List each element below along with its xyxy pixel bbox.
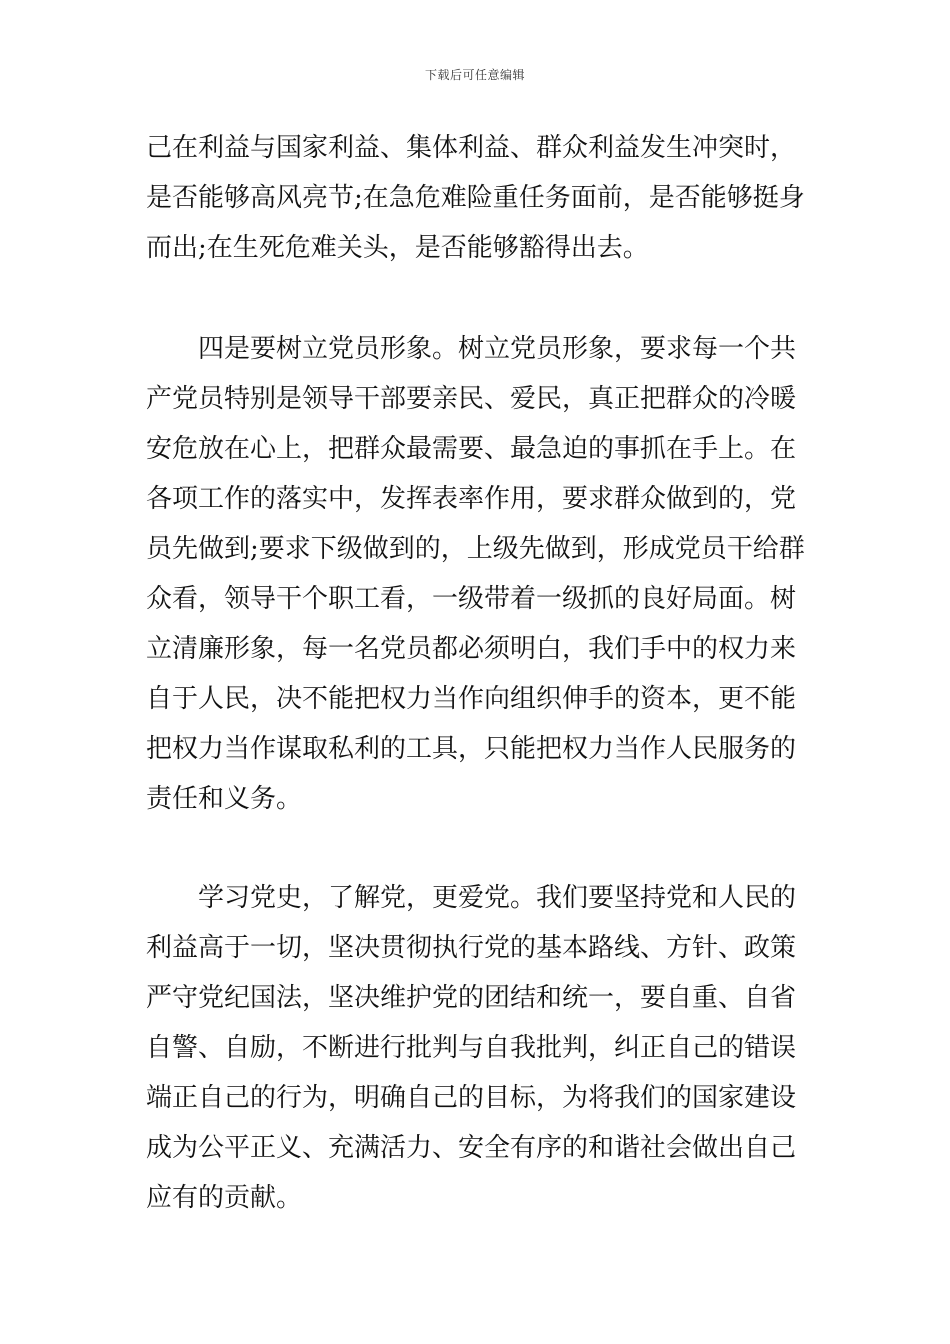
text-line: 把权力当作谋取私利的工具，只能把权力当作人民服务的 bbox=[146, 734, 797, 764]
text-line: 立清廉形象，每一名党员都必须明白，我们手中的权力来 bbox=[146, 634, 797, 664]
text-line: 成为公平正义、充满活力、安全有序的和谐社会做出自己 bbox=[146, 1133, 797, 1163]
text-line: 己在利益与国家利益、集体利益、群众利益发生冲突时， bbox=[146, 133, 797, 163]
text-line: 四是要树立党员形象。树立党员形象，要求每一个共 bbox=[146, 334, 797, 364]
text-line: 安危放在心上，把群众最需要、最急迫的事抓在手上。在 bbox=[146, 434, 797, 464]
text-line: 产党员特别是领导干部要亲民、爱民，真正把群众的冷暖 bbox=[146, 384, 797, 414]
text-line: 员先做到;要求下级做到的，上级先做到，形成党员干给群 bbox=[146, 534, 805, 564]
text-line: 严守党纪国法，坚决维护党的团结和统一，要自重、自省 bbox=[146, 983, 797, 1013]
text-line: 端正自己的行为，明确自己的目标，为将我们的国家建设 bbox=[146, 1083, 797, 1113]
text-line: 众看，领导干个职工看，一级带着一级抓的良好局面。树 bbox=[146, 584, 797, 614]
text-line: 而出;在生死危难关头，是否能够豁得出去。 bbox=[146, 233, 649, 263]
page-header: 下载后可任意编辑 bbox=[424, 68, 525, 82]
text-line: 自于人民，决不能把权力当作向组织伸手的资本，更不能 bbox=[146, 684, 797, 714]
text-line: 是否能够高风亮节;在急危难险重任务面前，是否能够挺身 bbox=[146, 183, 805, 213]
text-line: 学习党史，了解党，更爱党。我们要坚持党和人民的 bbox=[146, 883, 797, 913]
text-line: 应有的贡献。 bbox=[146, 1183, 303, 1213]
text-line: 自警、自励，不断进行批判与自我批判，纠正自己的错误 bbox=[146, 1033, 797, 1063]
text-line: 责任和义务。 bbox=[146, 784, 303, 814]
text-line: 利益高于一切，坚决贯彻执行党的基本路线、方针、政策 bbox=[146, 933, 797, 963]
text-line: 各项工作的落实中，发挥表率作用，要求群众做到的，党 bbox=[146, 484, 797, 514]
